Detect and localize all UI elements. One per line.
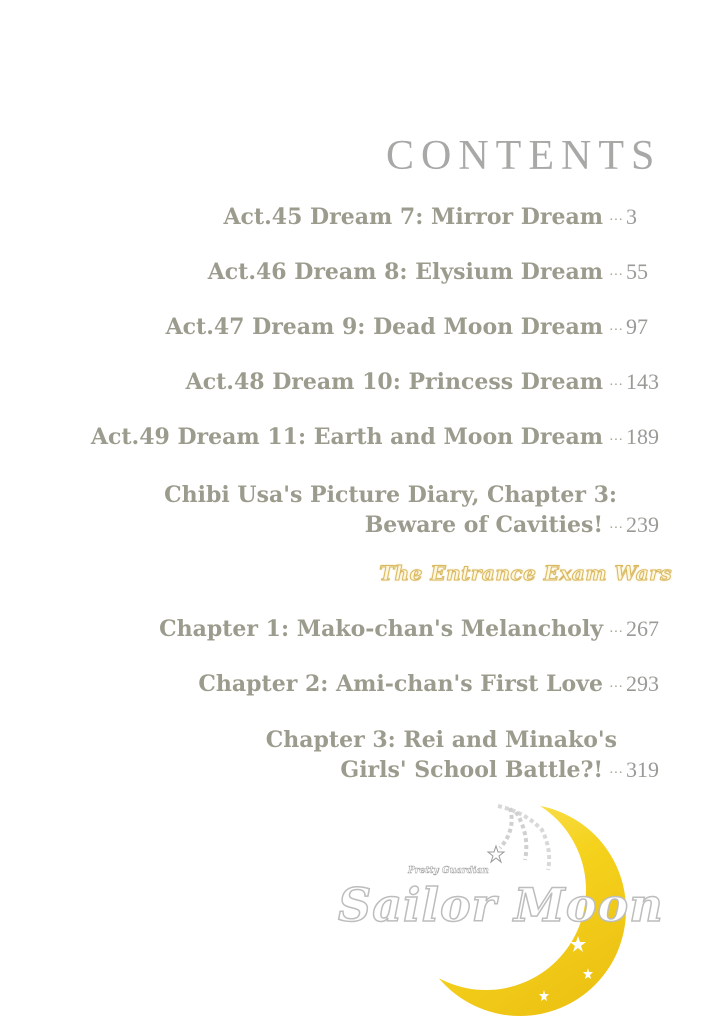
entry-title: Act.47 Dream 9: Dead Moon Dream: [165, 314, 603, 340]
leader-dots: ···: [609, 323, 623, 338]
sailor-moon-logo: [320, 790, 680, 1020]
logo-main-text: Sailor Moon: [338, 878, 664, 932]
entry-title: Chapter 2: Ami-chan's First Love: [198, 671, 603, 697]
leader-dots: ···: [609, 521, 623, 536]
toc-entry[interactable]: [266, 726, 668, 788]
leader-dots: ···: [609, 625, 623, 640]
toc-entry[interactable]: [164, 481, 668, 543]
toc-entry[interactable]: [208, 259, 668, 285]
page-number: 239: [626, 512, 659, 537]
entry-title-line1: Chibi Usa's Picture Diary, Chapter 3:: [164, 482, 617, 508]
leader-dots: ···: [609, 268, 623, 283]
section-title: The Entrance Exam Wars: [379, 561, 672, 585]
contents-heading: CONTENTS: [386, 133, 662, 179]
page-number: 3: [626, 204, 637, 229]
page-number: 189: [626, 424, 659, 449]
toc-entry[interactable]: [198, 671, 668, 697]
entry-title-line1: Chapter 3: Rei and Minako's: [265, 727, 617, 753]
page-number: 143: [626, 369, 659, 394]
logo-small-text: Pretty Guardian: [408, 866, 489, 876]
page-number: 55: [626, 259, 648, 284]
entry-title: Act.45 Dream 7: Mirror Dream: [223, 204, 603, 230]
leader-dots: ···: [609, 213, 623, 228]
leader-dots: ···: [609, 378, 623, 393]
toc-entry[interactable]: [91, 424, 668, 450]
entry-title-line2: Beware of Cavities!: [364, 512, 603, 538]
toc-entry[interactable]: [186, 369, 668, 395]
entry-title: Chapter 1: Mako-chan's Melancholy: [159, 616, 603, 642]
leader-dots: ···: [609, 433, 623, 448]
page-number: 319: [626, 757, 659, 782]
toc-entry[interactable]: [166, 314, 668, 340]
entry-title: Act.48 Dream 10: Princess Dream: [185, 369, 603, 395]
entry-title: Act.49 Dream 11: Earth and Moon Dream: [90, 424, 603, 450]
entry-title: Act.46 Dream 8: Elysium Dream: [207, 259, 603, 285]
toc-entry[interactable]: [159, 616, 668, 642]
page-number: 293: [626, 671, 659, 696]
entry-title-line2: Girls' School Battle?!: [340, 757, 603, 783]
toc-entry[interactable]: [223, 204, 668, 230]
leader-dots: ···: [609, 766, 623, 781]
page-number: 97: [626, 314, 648, 339]
page-number: 267: [626, 616, 659, 641]
leader-dots: ···: [609, 680, 623, 695]
